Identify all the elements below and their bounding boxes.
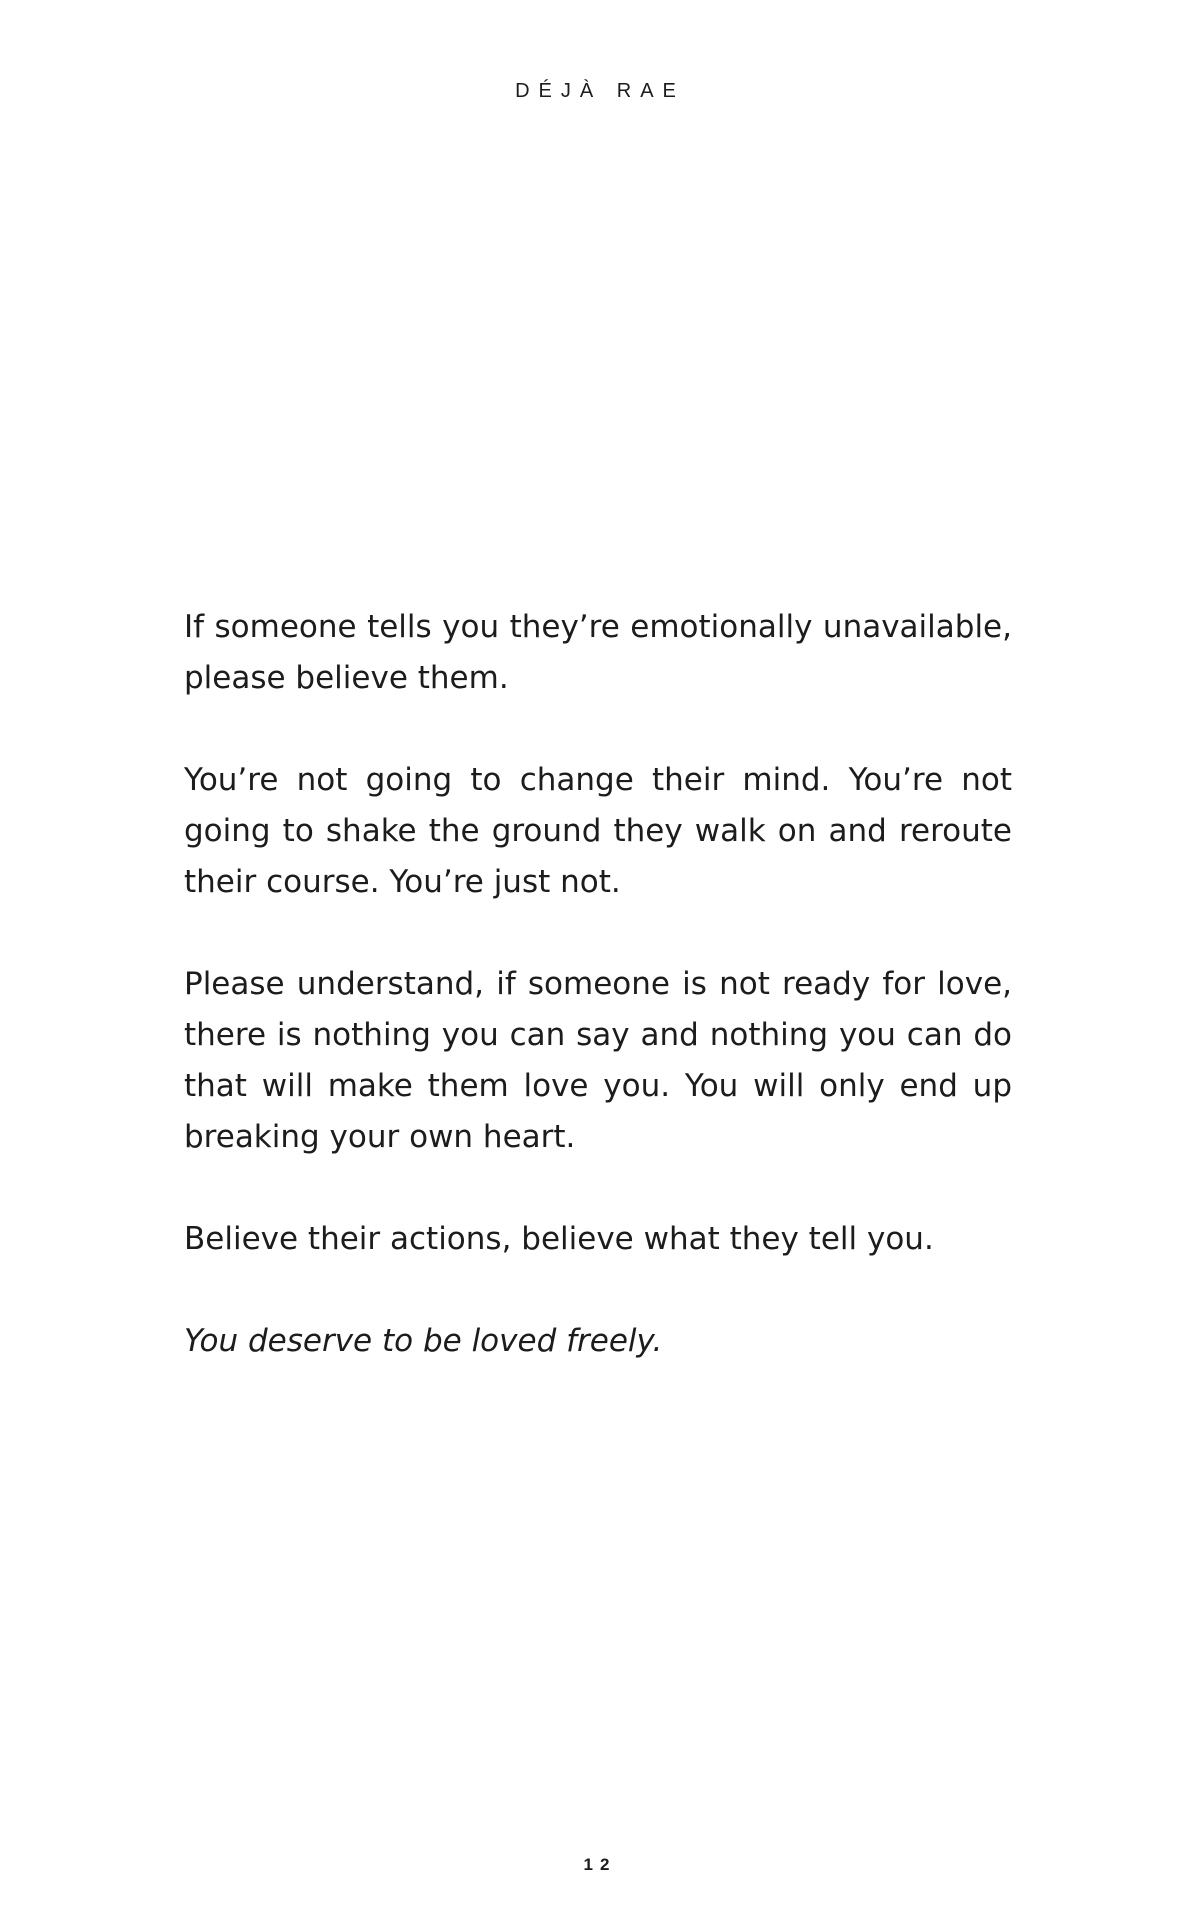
- stanza-1: If someone tells you they’re emotionally unavailable, please believe them.: [184, 609, 1012, 696]
- stanza-2: You’re not going to change their mind. You’re not going to shake the ground they walk on and reroute their course. You’re just not.: [184, 762, 1012, 900]
- poem-body: [184, 602, 1012, 1367]
- running-header: DÉJÀ RAE: [515, 80, 685, 102]
- page-number: 12: [583, 1855, 617, 1874]
- closing-line: You deserve to be loved freely.: [184, 1323, 663, 1359]
- stanza-4: Believe their actions, believe what they tell you.: [184, 1221, 934, 1257]
- stanza-3: Please understand, if someone is not ready for love, there is nothing you can say and nothing you can do that will make them love you. You will only end up breaking your own heart.: [184, 966, 1012, 1155]
